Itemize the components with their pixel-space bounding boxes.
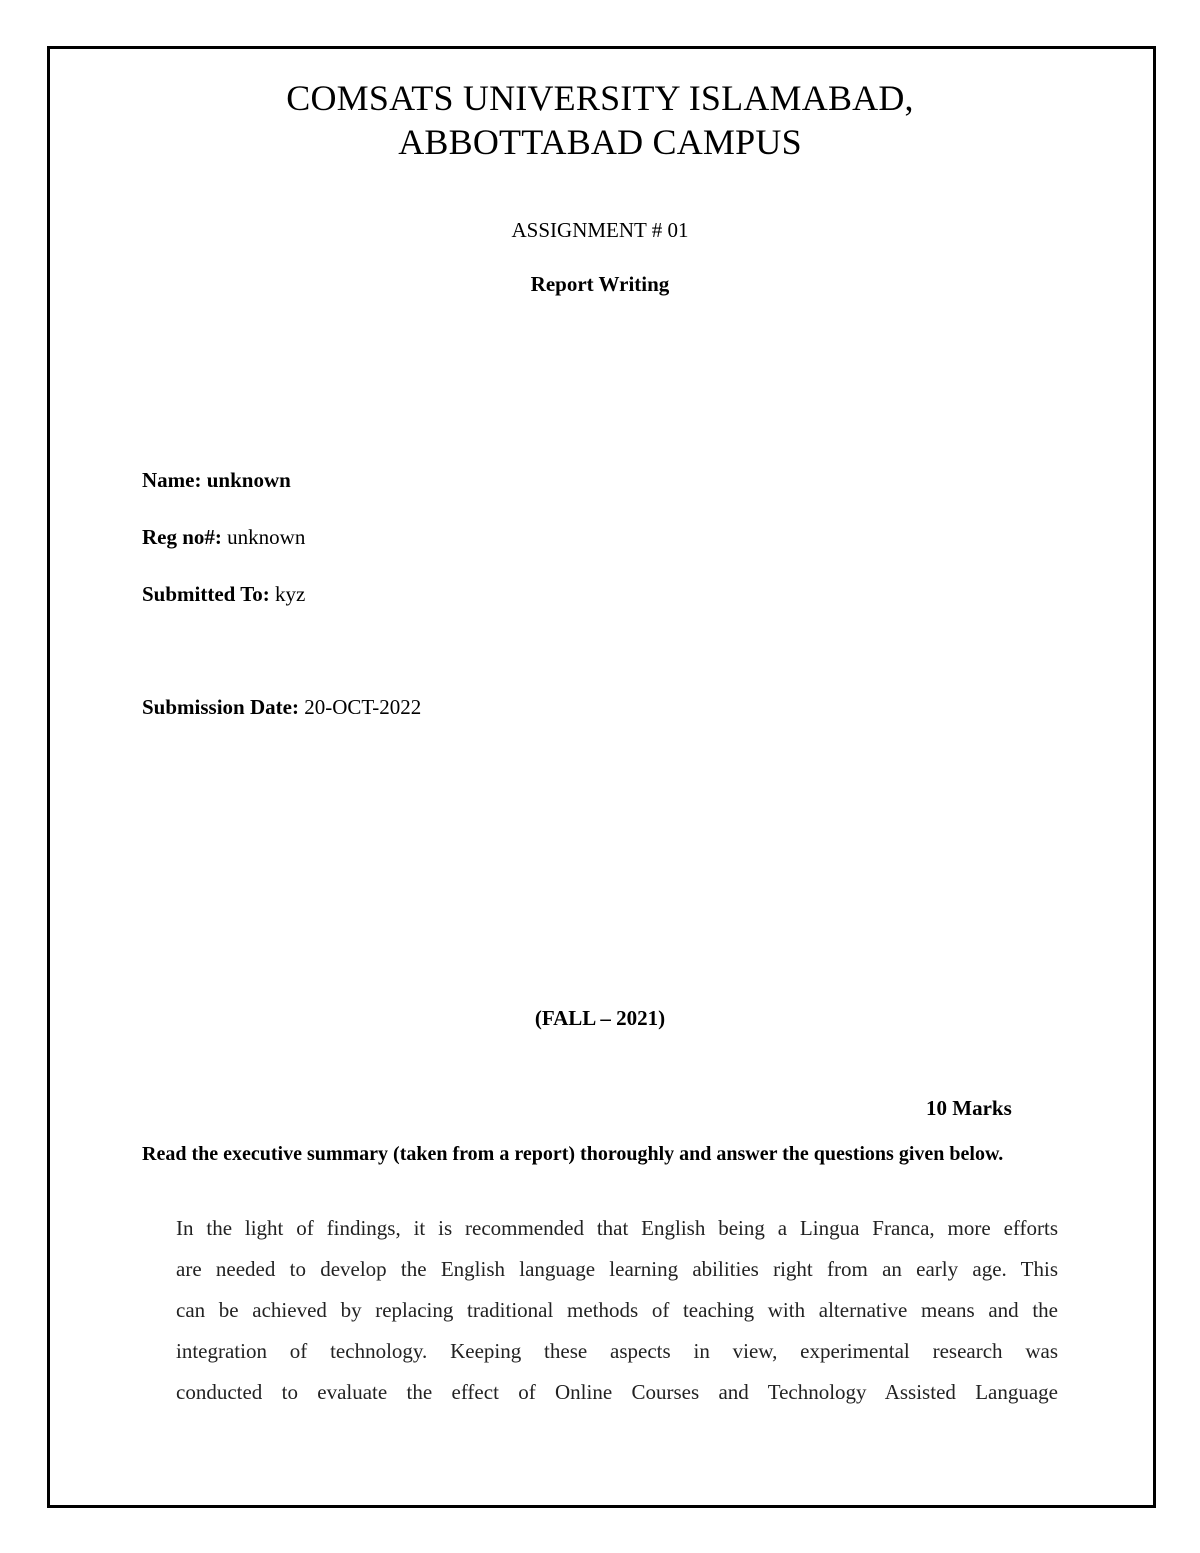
assignment-number: ASSIGNMENT # 01 xyxy=(511,218,689,242)
passage-line: are needed to develop the English language learning abilities right from an early age. This xyxy=(176,1257,1058,1281)
submission-date-label: Submission Date: xyxy=(142,695,299,719)
name-value: unknown xyxy=(206,468,291,492)
reg-no-value: unknown xyxy=(227,525,306,549)
submitted-to-field xyxy=(142,582,305,607)
name-label: Name: xyxy=(142,468,202,492)
course-subject: Report Writing xyxy=(530,272,670,296)
submitted-to-label: Submitted To: xyxy=(142,582,270,606)
executive-summary-passage xyxy=(176,1208,1058,1413)
session-term: (FALL – 2021) xyxy=(534,1006,666,1030)
submission-date-value: 20-OCT-2022 xyxy=(304,695,422,719)
passage-line: conducted to evaluate the effect of Online Courses and Technology Assisted Language xyxy=(176,1380,1058,1404)
instruction-text: Read the executive summary (taken from a report) thoroughly and answer the questions given below. xyxy=(142,1143,1004,1165)
university-title-line-2: ABBOTTABAD CAMPUS xyxy=(398,122,802,162)
university-title-line-1: COMSATS UNIVERSITY ISLAMABAD, xyxy=(286,78,914,118)
passage-line: In the light of findings, it is recommended that English being a Lingua Franca, more efforts xyxy=(176,1216,1058,1240)
submitted-to-value: kyz xyxy=(275,582,306,606)
name-field xyxy=(142,468,291,493)
marks-label: 10 Marks xyxy=(926,1096,1012,1120)
submission-date-field xyxy=(142,695,421,720)
passage-line: integration of technology. Keeping these aspects in view, experimental research was xyxy=(176,1339,1058,1363)
passage-line: can be achieved by replacing traditional methods of teaching with alternative means and the xyxy=(176,1298,1058,1322)
reg-no-field xyxy=(142,525,305,550)
reg-no-label: Reg no#: xyxy=(142,525,222,549)
